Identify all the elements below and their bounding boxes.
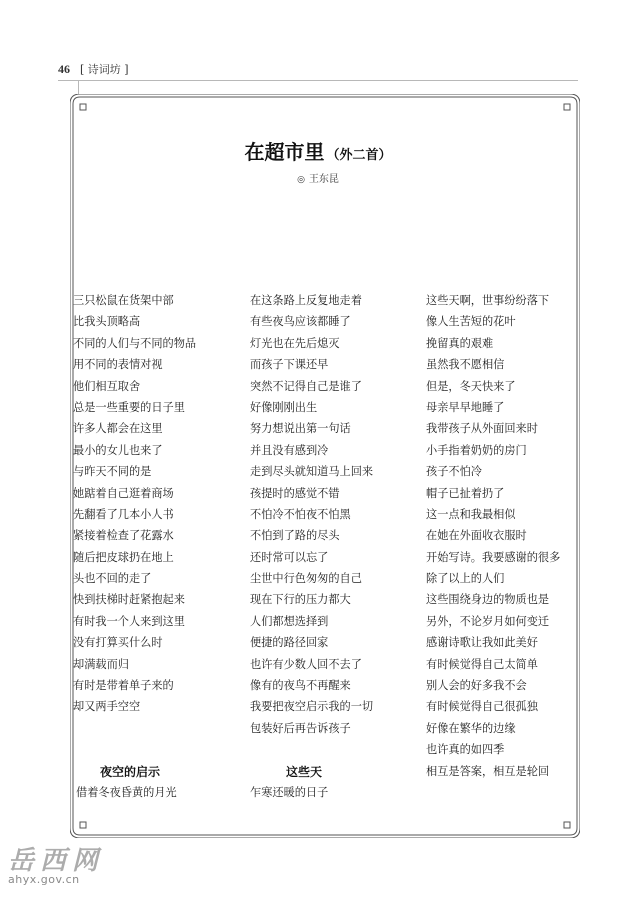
poem-line: 包装好后再告诉孩子 xyxy=(250,721,351,735)
poem-line: 有时候觉得自己很孤独 xyxy=(426,700,538,714)
poem-line: 像有的夜鸟不再醒来 xyxy=(250,679,351,693)
poem-line: 别人会的好多我不会 xyxy=(426,679,527,693)
poem-line: 比我头顶略高 xyxy=(73,315,141,329)
poem-line: 走到尽头就知道马上回来 xyxy=(250,465,374,479)
poem-line: 这些天啊，世事纷纷落下 xyxy=(426,294,550,307)
poem-line: 有些夜鸟应该都睡了 xyxy=(250,315,351,329)
poem-line: 随后把皮球扔在地上 xyxy=(73,550,174,564)
poem-column-3 xyxy=(426,290,576,782)
poem-author xyxy=(0,170,636,185)
poem-column-1 xyxy=(73,290,233,718)
poem-line: 头也不回的走了 xyxy=(73,572,152,586)
page-header xyxy=(58,58,129,80)
poem-line: 许多人都会在这里 xyxy=(73,422,163,436)
poem-line: 努力想说出第一句话 xyxy=(250,422,351,436)
poem-line: 也许真的如四季 xyxy=(426,743,505,757)
poem-line: 快到扶梯时赶紧抱起来 xyxy=(73,593,185,607)
poem-line: 母亲早早地睡了 xyxy=(426,400,505,414)
section-title-these-days: 这些天 xyxy=(286,765,323,779)
section-first-line-these-days: 乍寒还暖的日子 xyxy=(250,786,329,799)
poem-line: 另外，不论岁月如何变迁 xyxy=(426,614,550,628)
poem-line: 开始写诗。我要感谢的很多 xyxy=(426,550,561,564)
poem-line: 人们都想选择到 xyxy=(250,614,329,628)
poem-line: 最小的女儿也来了 xyxy=(73,443,163,457)
poem-line: 除了以上的人们 xyxy=(426,572,505,586)
header-tick xyxy=(78,80,79,94)
poem-line: 相互是答案，相互是轮回 xyxy=(426,764,550,778)
poem-line: 帽子已扯着扔了 xyxy=(426,486,505,500)
poem-line: 用不同的表情对视 xyxy=(73,358,163,372)
poem-title-suffix: （外二首） xyxy=(326,148,392,163)
poem-line: 孩提时的感觉不错 xyxy=(250,486,340,500)
poem-line: 好像在繁华的边缘 xyxy=(426,721,516,735)
poem-title xyxy=(0,136,636,165)
poem-line: 与昨天不同的是 xyxy=(73,465,152,479)
watermark xyxy=(8,840,148,886)
poem-line: 没有打算买什么时 xyxy=(73,636,163,650)
poem-line: 他们相互取舍 xyxy=(73,379,141,393)
poem-line: 却满载而归 xyxy=(73,657,129,671)
poem-line: 但是，冬天快来了 xyxy=(426,379,516,393)
poem-line: 有时候觉得自己太简单 xyxy=(426,657,538,671)
poem-line: 现在下行的压力都大 xyxy=(250,593,351,607)
poem-line: 不同的人们与不同的物品 xyxy=(73,336,197,350)
poem-line: 小手指着奶奶的房门 xyxy=(426,443,527,457)
poem-line: 不怕冷不怕夜不怕黑 xyxy=(250,507,351,521)
poem-line: 在她在外面收衣服时 xyxy=(426,529,527,543)
poem-line: 虽然我不愿相信 xyxy=(426,358,505,372)
author-mark-icon: ◎ xyxy=(297,175,305,185)
poem-line: 紧接着检查了花露水 xyxy=(73,529,174,543)
header-rule xyxy=(58,80,578,81)
poem-line: 在这条路上反复地走着 xyxy=(250,294,362,307)
poem-line: 挽留真的艰难 xyxy=(426,336,494,350)
poem-line: 并且没有感到冷 xyxy=(250,443,329,457)
poem-line: 灯光也在先后熄灭 xyxy=(250,336,340,350)
poem-line: 这一点和我最相似 xyxy=(426,507,516,521)
poem-line: 突然不记得自己是谁了 xyxy=(250,379,362,393)
watermark-url: ahyx.gov.cn xyxy=(8,873,80,886)
poem-line: 感谢诗歌让我如此美好 xyxy=(426,636,538,650)
poem-line: 孩子不怕冷 xyxy=(426,465,482,479)
watermark-logo: 岳西网 xyxy=(8,846,105,876)
poem-line: 总是一些重要的日子里 xyxy=(73,400,185,414)
section-first-line-night-sky: 借着冬夜昏黄的月光 xyxy=(76,786,177,799)
section-title-night-sky: 夜空的启示 xyxy=(100,765,161,779)
poem-line: 像人生苦短的花叶 xyxy=(426,315,516,329)
poem-line: 有时我一个人来到这里 xyxy=(73,614,185,628)
poem-line: 便捷的路径回家 xyxy=(250,636,329,650)
poem-line: 这些围绕身边的物质也是 xyxy=(426,593,550,607)
poem-line: 我带孩子从外面回来时 xyxy=(426,422,538,436)
poem-title-main: 在超市里 xyxy=(244,140,325,164)
section-label: [ 诗词坊 ] xyxy=(80,63,129,76)
poem-line: 而孩子下课还早 xyxy=(250,358,329,372)
poem-line: 先翻看了几本小人书 xyxy=(73,507,174,521)
poem-line: 三只松鼠在货架中部 xyxy=(73,294,174,307)
poem-line: 她踮着自己逛着商场 xyxy=(73,486,174,500)
poem-line: 有时是带着单子来的 xyxy=(73,679,174,693)
poem-line: 不怕到了路的尽头 xyxy=(250,529,340,543)
author-name: 王东昆 xyxy=(308,174,339,185)
poem-line: 我要把夜空启示我的一切 xyxy=(250,700,374,714)
page-number: 46 xyxy=(58,61,70,76)
poem-line: 还时常可以忘了 xyxy=(250,550,329,564)
poem-column-2 xyxy=(250,290,420,739)
poem-line: 好像刚刚出生 xyxy=(250,400,318,414)
poem-line: 尘世中行色匆匆的自己 xyxy=(250,572,362,586)
poem-line: 却又两手空空 xyxy=(73,700,141,714)
poem-line: 也许有少数人回不去了 xyxy=(250,657,362,671)
